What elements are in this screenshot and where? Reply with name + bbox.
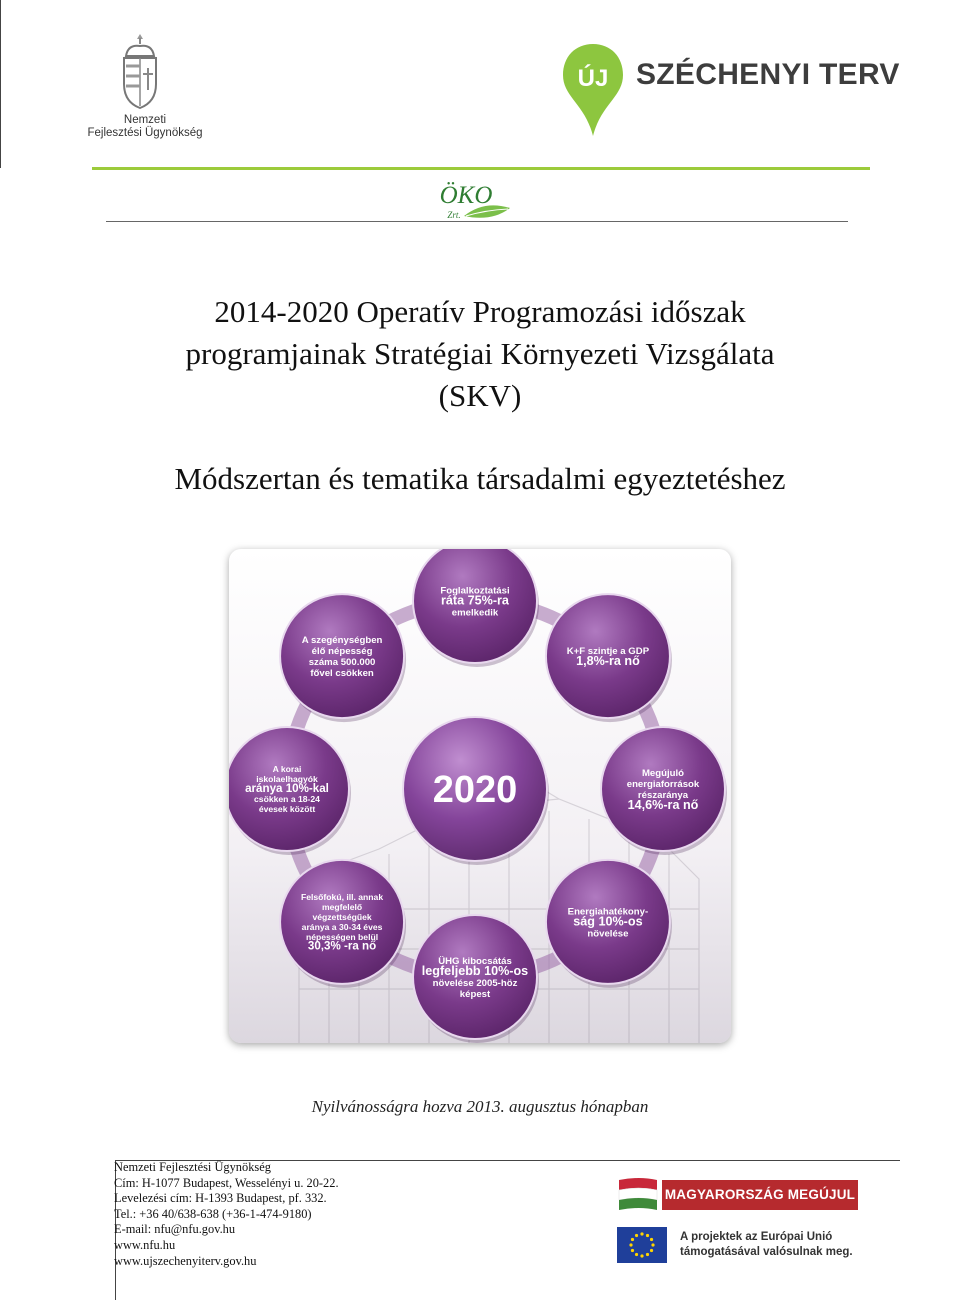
eu-star [650,1249,653,1252]
eu-star [635,1253,638,1256]
szechenyi-pin-icon [560,42,626,138]
eu-star [646,1253,649,1256]
goal-text-line: ÜHG kibocsátás [438,955,512,967]
goal-text-line: csökken a 18-24 [254,793,320,804]
goal-text-line: A szegénységben [301,634,383,646]
goal-text-line: 14,6%-ra nő [627,797,699,812]
oko-logo-subtext: Zrt. [447,210,461,220]
eu-flag-icon [617,1227,667,1263]
goal-text-line: képest [459,988,491,1000]
nfu-logo-line1: Nemzeti [123,114,167,126]
center-year: 2020 [432,769,518,811]
goal-text-line: A korai [272,764,302,775]
goal-bubble-7 [229,727,351,855]
goal-text-line: Foglalkoztatási [440,585,510,597]
goal-text-line: aránya a 30-34 éves [301,921,383,932]
hungarian-flag-icon [617,1176,659,1214]
document-subtitle: Módszertan és tematika társadalmi egyeztetéshez [174,461,786,496]
eu-star [646,1234,649,1237]
goal-text-line: iskolaelhagyók [256,774,318,785]
eu-support-line2: támogatásával valósulnak meg. [680,1246,853,1258]
footer-address: Cím: H-1077 Budapest, Wesselényi u. 20-22. [114,1175,339,1190]
footer-postal-address: Levelezési cím: H-1393 Budapest, pf. 332. [114,1191,327,1206]
eu-support-text [680,1230,853,1260]
page-border-left [0,0,1,168]
hungarian-coat-of-arms-icon [118,32,162,112]
goal-text-line: Felsőfokú, ill. annak [300,892,384,903]
oko-logo [436,178,516,224]
goal-text-line: legfeljebb 10%-os [421,963,529,978]
document-title-line3: (SKV) [438,378,522,413]
eu-star [650,1238,653,1241]
goal-text-line: aránya 10%-kal [245,782,329,796]
goal-text-line: Energiahatékony- [567,906,649,918]
footer-org-name: Nemzeti Fejlesztési Ügynökség [114,1160,271,1174]
eu-star [640,1254,643,1257]
eu-star [640,1232,643,1235]
goal-text-line: népességen belül [306,931,379,942]
oko-logo-text: ÖKO [439,182,493,209]
goal-text-line: energiaforrások [626,778,700,790]
goal-text-line: száma 500.000 [308,656,376,668]
eu-star [635,1234,638,1237]
footer-contact-block [114,1160,339,1269]
eu-support-line1: A projektek az Európai Unió [680,1231,833,1243]
szechenyi-pin-text: ÚJ [577,65,609,92]
goal-text-line: fővel csökken [310,667,374,679]
nfu-logo-line2: Fejlesztési Ügynökség [87,127,203,139]
goal-text-line: növelése 2005-höz [432,977,518,989]
europe-2020-infographic [229,549,731,1043]
eu-star [631,1238,634,1241]
goal-text-line: élő népesség [311,645,373,657]
goal-text-line: ráta 75%-ra [441,593,509,608]
footer-website-nfu[interactable]: www.nfu.hu [114,1237,176,1252]
document-title-line1: 2014-2020 Operatív Programozási időszak [214,294,746,329]
goal-text-line: K+F szintje a GDP [566,645,650,657]
footer-email[interactable]: E-mail: nfu@nfu.gov.hu [114,1222,236,1237]
goal-text-line: Megújuló [641,767,685,779]
goal-text-line: végzettségűek [312,912,372,923]
footer-phone: Tel.: +36 40/638-638 (+36-1-474-9180) [114,1206,312,1221]
eu-star [629,1243,632,1246]
goal-text-line: 1,8%-ra nő [576,653,640,668]
publication-note: Nyilvánosságra hozva 2013. augusztus hónapban [311,1097,649,1116]
header-green-rule [92,167,870,170]
footer-website-szechenyi[interactable]: www.ujszechenyiterv.gov.hu [114,1253,257,1268]
goal-text-line: megfelelő [322,902,363,913]
oko-rule [106,221,848,222]
goal-text-line: 30,3% -ra nő [307,939,377,953]
szechenyi-logo-text: SZÉCHENYI TERV [636,58,900,91]
goal-text-line: növelése [587,928,629,940]
eu-star [631,1249,634,1252]
magyarorszag-megujul-banner: MAGYARORSZÁG MEGÚJUL [662,1180,858,1210]
goal-text-line: évesek között [258,803,316,814]
document-title-line2: programjainak Stratégiai Környezeti Vizsgálata [185,336,775,371]
goal-text-line: részaránya [637,789,689,801]
eu-star [651,1243,654,1246]
goal-text-line: emelkedik [451,607,499,619]
goal-text-line: ság 10%-os [573,914,643,929]
